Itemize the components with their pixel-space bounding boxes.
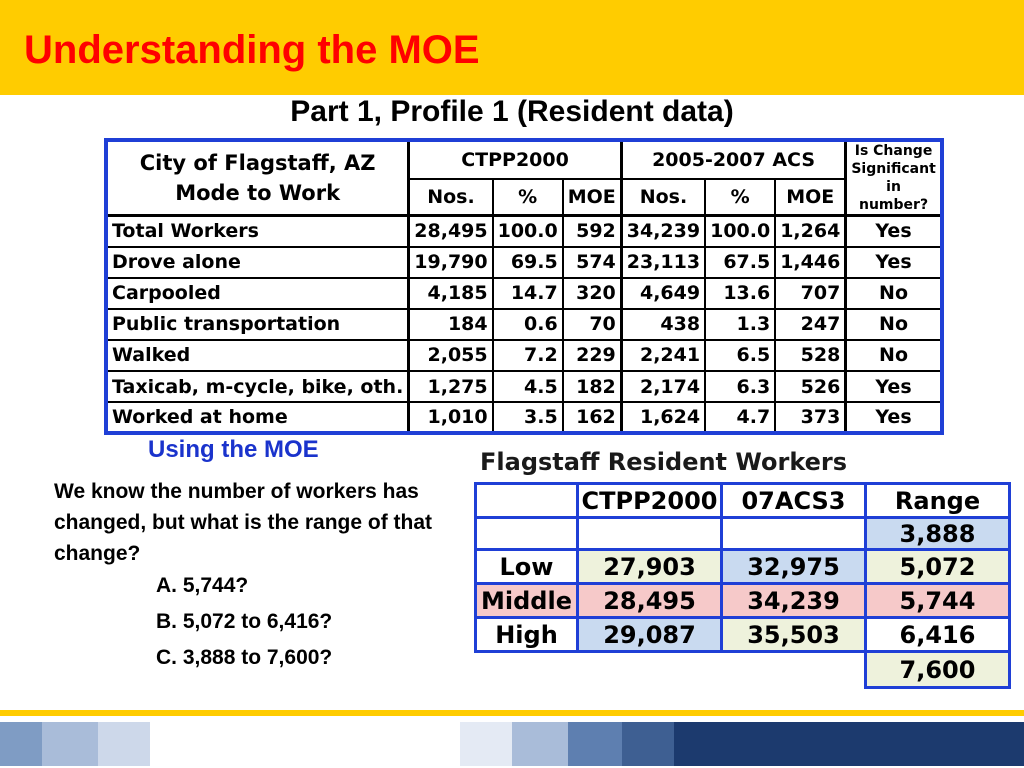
row-label: High [476,618,578,652]
acs-pct: 1.3 [705,309,775,340]
range-bottom: 7,600 [866,652,1010,688]
significance: Yes [846,216,942,247]
ctpp-moe: 592 [563,216,622,247]
footer-rule [0,710,1024,716]
acs-pct: 67.5 [705,247,775,278]
row-label: Public transportation [106,309,409,340]
ctpp-nos: 2,055 [409,340,493,371]
footer-block [568,722,622,766]
acs-moe: 373 [775,402,846,433]
row-label: Taxicab, m-cycle, bike, oth. [106,371,409,402]
ctpp-pct: 100.0 [493,216,563,247]
acs-pct: 100.0 [705,216,775,247]
slide-title: Understanding the MOE [24,28,480,72]
ctpp-pct: 3.5 [493,402,563,433]
col-ctpp: CTPP2000 [578,484,722,518]
acs-nos: 1,624 [621,402,705,433]
answer-a: A. 5,744? [156,574,249,597]
footer-block [42,722,98,766]
col-range: Range [866,484,1010,518]
blank-cell [578,652,722,688]
range-value: 5,072 [866,550,1010,584]
significance: No [846,340,942,371]
footer-block [674,722,1024,766]
acs-value: 32,975 [722,550,866,584]
table-row [106,278,942,309]
ctpp-pct: 0.6 [493,309,563,340]
empty-header-cell [476,484,578,518]
acs-pct: 4.7 [705,402,775,433]
acs-moe: 526 [775,371,846,402]
acs-nos: 438 [621,309,705,340]
ctpp-pct: 14.7 [493,278,563,309]
empty-cell [578,518,722,550]
acs-moe: 528 [775,340,846,371]
acs-pct: 6.3 [705,371,775,402]
resident-workers-title: Flagstaff Resident Workers [480,448,848,476]
acs-moe: 1,264 [775,216,846,247]
sub-nos: Nos. [621,179,705,216]
footer-block [622,722,674,766]
table-row [106,371,942,402]
ctpp-value: 27,903 [578,550,722,584]
ctpp-value: 28,495 [578,584,722,618]
question-text: We know the number of workers has changed, but what is the range of that change? [54,480,433,565]
ctpp-nos: 1,275 [409,371,493,402]
group-ctpp: CTPP2000 [409,140,621,179]
table-row [106,340,942,371]
blank-cell [476,652,578,688]
range-value: 5,744 [866,584,1010,618]
sub-pct: % [493,179,563,216]
empty-cell [722,518,866,550]
mode-to-work-table [104,138,944,435]
significance: No [846,309,942,340]
table-row [106,216,942,247]
resident-workers-table [474,482,1011,689]
acs-moe: 707 [775,278,846,309]
ctpp-pct: 69.5 [493,247,563,278]
ctpp-nos: 1,010 [409,402,493,433]
sub-pct: % [705,179,775,216]
group-acs: 2005-2007 ACS [621,140,846,179]
row-label: Drove alone [106,247,409,278]
acs-nos: 4,649 [621,278,705,309]
row-label: Worked at home [106,402,409,433]
sub-moe: MOE [563,179,622,216]
ctpp-pct: 4.5 [493,371,563,402]
table-row [106,247,942,278]
moe-heading: Using the MOE [148,436,319,463]
acs-moe: 1,446 [775,247,846,278]
header-city-mode [106,140,409,216]
acs-nos: 23,113 [621,247,705,278]
col-acs: 07ACS3 [722,484,866,518]
answer-list [156,568,332,676]
significance: Yes [846,247,942,278]
significance: Yes [846,371,942,402]
header-city: City of Flagstaff, AZ [139,151,376,175]
ctpp-moe: 574 [563,247,622,278]
ctpp-moe: 182 [563,371,622,402]
footer-block [98,722,150,766]
empty-cell [476,518,578,550]
footer-decoration [0,710,1024,768]
ctpp-nos: 4,185 [409,278,493,309]
header-mode: Mode to Work [175,181,341,205]
range-value: 6,416 [866,618,1010,652]
ctpp-nos: 28,495 [409,216,493,247]
row-label: Low [476,550,578,584]
table-row [476,618,1010,652]
footer-block [460,722,512,766]
row-label: Middle [476,584,578,618]
table-row [476,584,1010,618]
ctpp-moe: 320 [563,278,622,309]
acs-nos: 2,241 [621,340,705,371]
slide-subtitle: Part 1, Profile 1 (Resident data) [290,95,734,128]
significance: No [846,278,942,309]
row-label: Walked [106,340,409,371]
acs-pct: 6.5 [705,340,775,371]
table-row [106,402,942,433]
footer-block [512,722,568,766]
ctpp-moe: 70 [563,309,622,340]
row-label: Carpooled [106,278,409,309]
acs-nos: 34,239 [621,216,705,247]
ctpp-value: 29,087 [578,618,722,652]
ctpp-nos: 19,790 [409,247,493,278]
range-top: 3,888 [866,518,1010,550]
footer-block [0,722,42,766]
ctpp-moe: 162 [563,402,622,433]
ctpp-pct: 7.2 [493,340,563,371]
title-banner [0,0,1024,95]
ctpp-nos: 184 [409,309,493,340]
significance-header: Is Change Significant in number? [846,140,942,216]
answer-c: C. 3,888 to 7,600? [156,646,333,669]
footer-block [150,722,460,766]
table-row [476,550,1010,584]
table-row [106,309,942,340]
significance: Yes [846,402,942,433]
acs-pct: 13.6 [705,278,775,309]
sub-nos: Nos. [409,179,493,216]
sub-moe: MOE [775,179,846,216]
acs-value: 34,239 [722,584,866,618]
answer-b: B. 5,072 to 6,416? [156,610,333,633]
blank-cell [722,652,866,688]
acs-moe: 247 [775,309,846,340]
acs-value: 35,503 [722,618,866,652]
acs-nos: 2,174 [621,371,705,402]
ctpp-moe: 229 [563,340,622,371]
row-label: Total Workers [106,216,409,247]
